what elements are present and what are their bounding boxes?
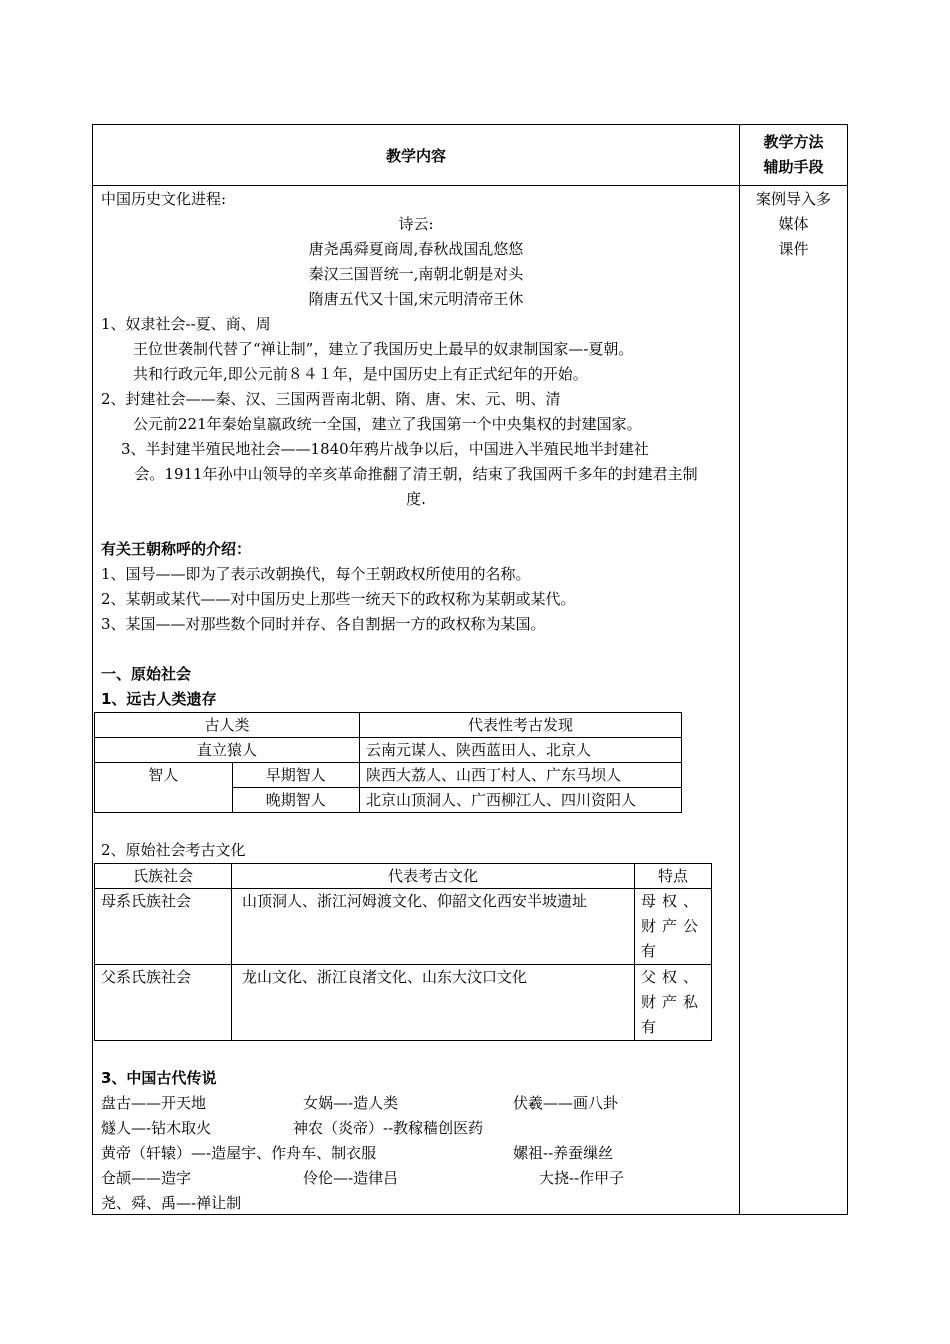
dynasty-item: 1、国号——即为了表示改朝换代，每个王朝政权所使用的名称。: [101, 565, 531, 583]
method-line: 课件: [778, 240, 809, 258]
semi-colonial-text: 3、半封建半殖民地社会——1840年鸦片战争以后，中国进入半殖民地半封建社: [121, 440, 649, 458]
table-cell: 陕西大荔人、山西丁村人、广东马坝人: [360, 763, 682, 788]
trait-text: 财产私: [641, 993, 705, 1011]
poem-title: 诗云:: [398, 215, 434, 233]
semi-colonial-text: 度.: [406, 490, 426, 508]
legend-row: [101, 1166, 731, 1191]
poem-line: 隋唐五代又十国,宋元明清帝王休: [308, 290, 524, 308]
table-row: [95, 889, 712, 965]
header-divider: [93, 185, 847, 186]
trait-text: 母权、: [641, 892, 705, 910]
table-cell: [635, 965, 712, 1041]
trait-text: 父权、: [641, 968, 705, 986]
legend-row: 尧、舜、禹—-禅让制: [101, 1194, 242, 1212]
table-header-cell: 特点: [635, 864, 712, 889]
dynasty-item: 2、某朝或某代——对中国历史上那些一统天下的政权称为某朝或某代。: [101, 590, 576, 608]
slave-society-title: 1、奴隶社会--夏、商、周: [101, 315, 271, 333]
table-cell: 龙山文化、浙江良渚文化、山东大汶口文化: [232, 965, 635, 1041]
semi-colonial-text: 会。1911年孙中山领导的辛亥革命推翻了清王朝，结束了我国两千多年的封建君主制: [134, 465, 698, 483]
legend-item: 黄帝（轩辕）—-造屋宇、作舟车、制衣服: [101, 1144, 377, 1162]
table-cell: 父系氏族社会: [95, 965, 232, 1041]
ancient-humans-heading: 1、远古人类遗存: [101, 690, 217, 708]
feudal-society-title: 2、封建社会——秦、汉、三国两晋南北朝、隋、唐、宋、元、明、清: [101, 390, 561, 408]
table-row: [95, 763, 682, 788]
table-cell: 北京山顶洞人、广西柳江人、四川资阳人: [360, 788, 682, 813]
legend-row: [101, 1116, 731, 1141]
column-divider: [739, 125, 740, 1214]
table-cell: 早期智人: [232, 763, 359, 788]
dynasty-heading: 有关王朝称呼的介绍：: [101, 540, 252, 558]
dynasty-item: 3、某国——对那些数个同时并存、各自割据一方的政权称为某国。: [101, 615, 546, 633]
trait-text: 有: [641, 1018, 657, 1036]
table-cell: 母系氏族社会: [95, 889, 232, 965]
trait-text: 财产公: [641, 917, 705, 935]
legend-row: [101, 1091, 731, 1116]
legend-item: 女娲—-造人类: [303, 1094, 399, 1112]
legend-item: 伏羲——画八卦: [513, 1094, 619, 1112]
table-row: [95, 713, 682, 738]
content-title: 教学内容: [385, 146, 446, 165]
legend-item: 盘古——开天地: [101, 1094, 207, 1112]
method-title-line2: 辅助手段: [763, 158, 824, 176]
content-column-header: [93, 125, 739, 185]
table-row: [95, 864, 712, 889]
method-line: 媒体: [778, 215, 809, 233]
feudal-society-text: 公元前221年秦始皇嬴政统一全国，建立了我国第一个中央集权的封建国家。: [133, 415, 642, 433]
slave-society-text: 王位世袭制代替了“禅让制”，建立了我国历史上最早的奴隶制国家—-夏朝。: [133, 340, 634, 358]
table-header-cell: 古人类: [95, 713, 360, 738]
method-column-header: [740, 125, 847, 185]
table-cell: 云南元谋人、陕西蓝田人、北京人: [360, 738, 682, 763]
method-line: 案例导入多: [755, 190, 831, 208]
legend-item: 大挠--作甲子: [539, 1169, 625, 1187]
table-header-cell: 氏族社会: [95, 864, 232, 889]
lesson-table: [92, 124, 848, 1215]
table-row: [95, 965, 712, 1041]
legend-item: 燧人—-钻木取火: [101, 1119, 212, 1137]
archaeology-table: [94, 863, 712, 1041]
trait-text: 有: [641, 942, 657, 960]
table-cell: 晚期智人: [232, 788, 359, 813]
poem-line: 秦汉三国晋统一,南朝北朝是对头: [308, 265, 524, 283]
table-row: [95, 738, 682, 763]
legend-item: 仓颉——造字: [101, 1169, 192, 1187]
legend-item: 嫘祖--养蚕缫丝: [513, 1144, 614, 1162]
legend-row: [101, 1141, 731, 1166]
table-cell: 智人: [95, 763, 233, 813]
intro-heading: 中国历史文化进程:: [101, 190, 227, 208]
primitive-heading: 一、原始社会: [101, 665, 192, 683]
legends-heading: 3、中国古代传说: [101, 1069, 217, 1087]
legend-item: 神农（炎帝）--教稼穑创医药: [293, 1119, 484, 1137]
slave-society-text: 共和行政元年,即公元前８４１年，是中国历史上有正式纪年的开始。: [133, 365, 588, 383]
method-column: [740, 187, 847, 262]
table-cell: [635, 889, 712, 965]
content-column: [101, 187, 731, 1216]
ancient-humans-table: [94, 712, 682, 813]
table-header-cell: 代表性考古发现: [360, 713, 682, 738]
method-title-line1: 教学方法: [763, 133, 824, 151]
table-header-cell: 代表考古文化: [232, 864, 635, 889]
archaeology-heading: 2、原始社会考古文化: [101, 841, 246, 859]
table-cell: 山顶洞人、浙江河姆渡文化、仰韶文化西安半坡遗址: [232, 889, 635, 965]
poem-line: 唐尧禹舜夏商周,春秋战国乱悠悠: [308, 240, 524, 258]
legend-item: 伶伦—-造律吕: [303, 1169, 399, 1187]
table-cell: 直立猿人: [95, 738, 360, 763]
